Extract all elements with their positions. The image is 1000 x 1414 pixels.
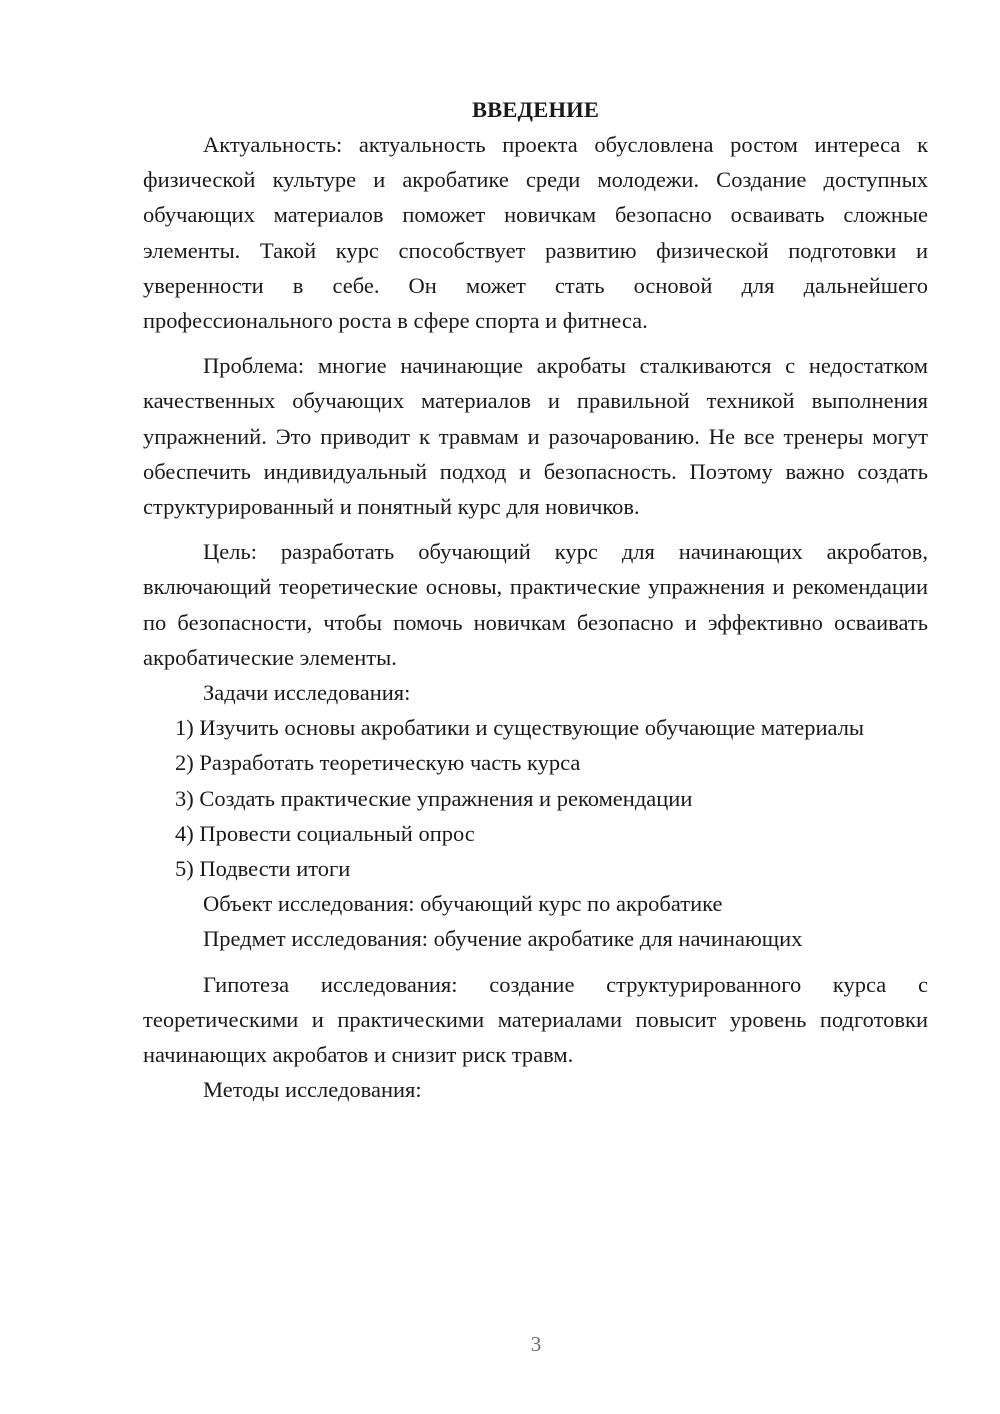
page-number: 3: [530, 1332, 542, 1356]
task-item: 2) Разработать теоретическую часть курса: [175, 750, 581, 776]
research-subject: Предмет исследования: обучение акробатике для начинающих: [203, 926, 803, 952]
task-item: 4) Провести социальный опрос: [175, 820, 475, 846]
tasks-heading: Задачи исследования:: [203, 680, 411, 706]
goal-paragraph: Цель: разработать обучающий курс для начинающих акробатов, включающий теоретические основы, практические упражнения и рекомендации по безопасности, чтобы помочь новичкам безопасно и эффективно осваивать акробатические элементы.: [143, 539, 928, 670]
methods-heading: Методы исследования:: [203, 1077, 422, 1103]
problem-paragraph: Проблема: многие начинающие акробаты сталкиваются с недостатком качественных обучающих материалов и правильной техникой выполнения упражнений. Это приводит к травмам и разочарованию. Не все тренеры могут обеспечить индивидуальный подход и безопасность. Поэтому важно создать структурированный и понятный курс для новичков.: [143, 353, 928, 520]
task-item: 3) Создать практические упражнения и рекомендации: [175, 785, 693, 811]
task-item: 1) Изучить основы акробатики и существующие обучающие материалы: [175, 715, 865, 741]
relevance-paragraph: Актуальность: актуальность проекта обусловлена ростом интереса к физической культуре и акробатике среди молодежи. Создание доступных обучающих материалов поможет новичкам безопасно осваивать сложные элементы. Такой курс способствует развитию физической подготовки и уверенности в себе. Он может стать основой для дальнейшего профессионального роста в сфере спорта и фитнеса.: [143, 132, 928, 334]
task-item: 5) Подвести итоги: [175, 856, 351, 882]
document-title: ВВЕДЕНИЕ: [471, 97, 600, 122]
research-object: Объект исследования: обучающий курс по акробатике: [203, 891, 723, 917]
document-page: [143, 92, 928, 1107]
hypothesis-paragraph: Гипотеза исследования: создание структурированного курса с теоретическими и практическими материалами повысит уровень подготовки начинающих акробатов и снизит риск травм.: [143, 971, 928, 1068]
